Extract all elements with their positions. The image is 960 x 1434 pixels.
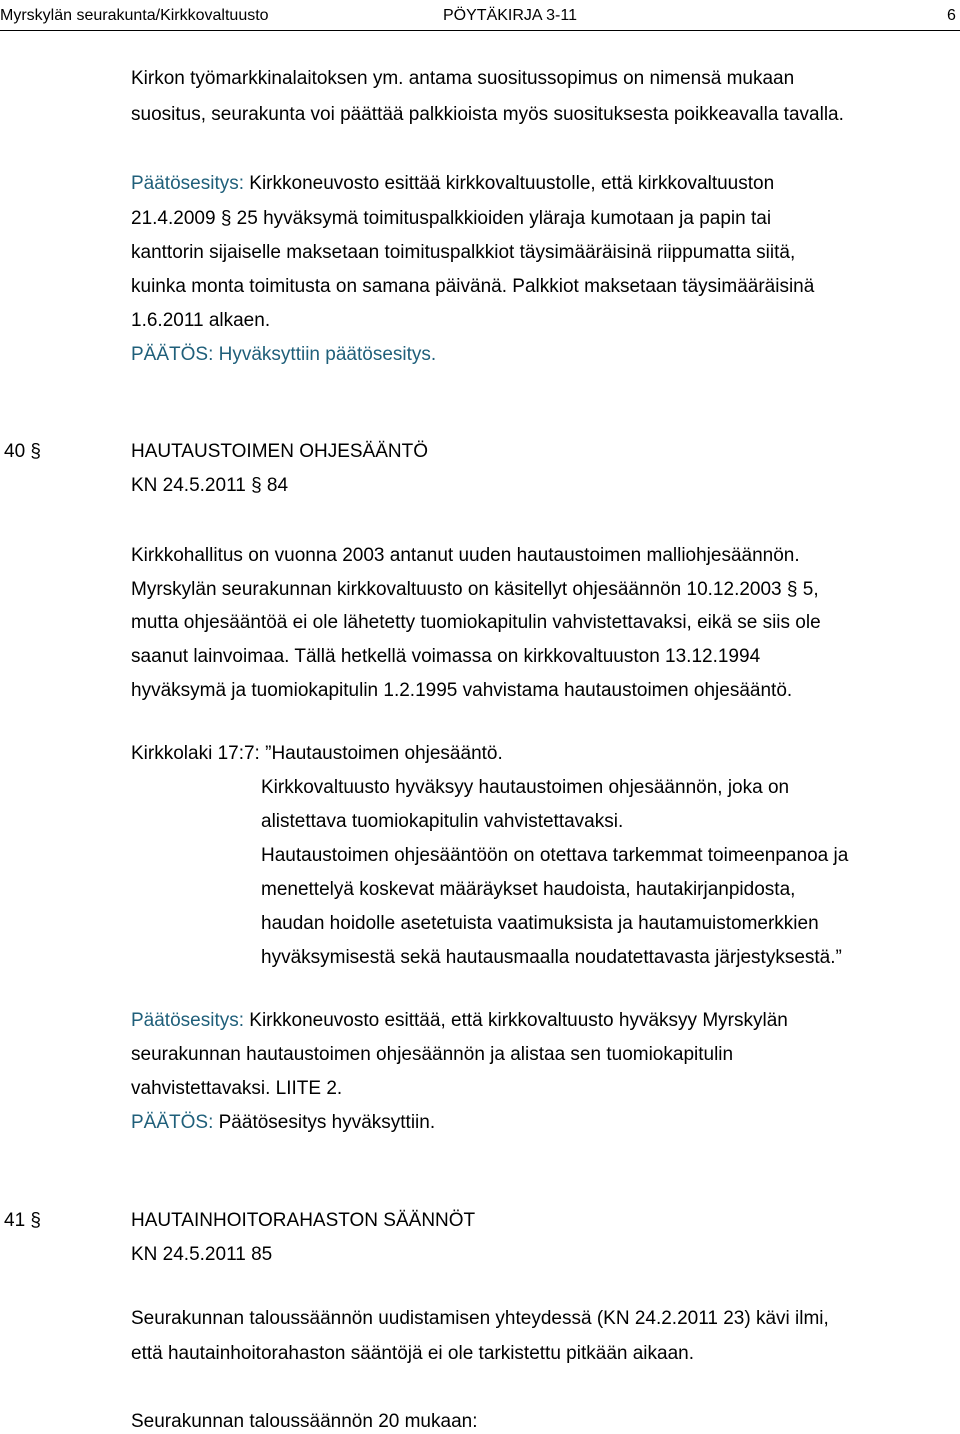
decision-text: Päätösesitys hyväksyttiin. [213,1112,436,1133]
proposal-label: Päätösesitys: [131,173,244,194]
header-organization: Myrskylän seurakunta/Kirkkovaltuusto [0,7,269,24]
header-divider [0,30,960,31]
quote-line: Kirkkovaltuusto hyväksyy hautaustoimen ohjesäännön, joka on [261,777,790,798]
decision-text: Hyväksyttiin päätösesitys. [213,344,437,365]
section-title: HAUTAINHOITORAHASTON SÄÄNNÖT [131,1210,476,1231]
body-text: Myrskylän seurakunnan kirkkovaltuusto on käsitellyt ohjesäännön 10.12.2003 [131,579,787,600]
decision-line [131,1111,435,1135]
reference-number: 84 [261,475,289,496]
law-citation: Kirkkolaki 17:7: ”Hautaustoimen ohjesääntö. [131,743,503,764]
quote-line: hyväksymisestä sekä hautausmaalla noudatettavasta järjestyksestä.” [261,947,842,968]
body-line: vahvistettavaksi. LIITE 2. [131,1078,343,1099]
reference-text: KN 24.5.2011 [131,475,252,496]
body-line: saanut lainvoimaa. Tällä hetkellä voimassa on kirkkovaltuuston 13.12.1994 [131,646,761,667]
decision-line [131,343,436,367]
quote-line: Hautaustoimen ohjesääntöön on otettava tarkemmat toimeenpanoa ja [261,845,849,866]
body-line: Seurakunnan taloussäännön 20 mukaan: [131,1411,478,1432]
body-line: Seurakunnan taloussäännön uudistamisen yhteydessä (KN 24.2.2011 23) kävi ilmi, [131,1308,829,1329]
decision-label: PÄÄTÖS: [131,1112,214,1133]
section-sign-icon: § [30,441,41,462]
body-line: seurakunnan hautaustoimen ohjesäännön ja alistaa sen tuomiokapitulin [131,1044,734,1065]
section-sign-icon: § [786,579,798,600]
body-text: 5, [797,579,819,600]
section-sign-icon: § [251,475,262,496]
section-heading-41 [4,1209,41,1233]
body-line: hyväksymä ja tuomiokapitulin 1.2.1995 vahvistama hautaustoimen ohjesääntö. [131,680,793,701]
section-reference: KN 24.5.2011 85 [131,1244,273,1265]
body-text: 25 hyväksymä toimituspalkkioiden yläraja kumotaan ja papin tai [231,208,772,229]
body-line: suositus, seurakunta voi päättää palkkioista myös suosituksesta poikkeavalla tavalla. [131,104,844,125]
section-sign-icon: § [30,1210,41,1231]
body-line: mutta ohjesääntöä ei ole lähetetty tuomiokapitulin vahvistettavaksi, eikä se siis ole [131,612,821,633]
section-reference [131,474,288,498]
header-page-number: 6 [947,7,956,24]
quote-line: haudan hoidolle asetetuista vaatimuksista ja hautamuistomerkkien [261,913,819,934]
proposal-line [131,172,774,196]
header-document-title: PÖYTÄKIRJA 3-11 [443,7,577,24]
date-ref: 21.4.2009 [131,208,221,229]
body-line: Kirkkohallitus on vuonna 2003 antanut uuden hautaustoimen malliohjesäännön. [131,545,800,566]
body-line: että hautainhoitorahaston sääntöjä ei ole tarkistettu pitkään aikaan. [131,1343,694,1364]
body-line [131,578,819,602]
section-heading-40 [4,440,41,464]
proposal-text: Kirkkoneuvosto esittää kirkkovaltuustolle, että kirkkovaltuuston [244,173,775,194]
body-line: kuinka monta toimitusta on samana päivänä. Palkkiot maksetaan täysimääräisinä [131,276,815,297]
section-title: HAUTAUSTOIMEN OHJESÄÄNTÖ [131,441,428,462]
section-number: 40 [4,441,31,462]
proposal-line [131,1009,788,1033]
proposal-label: Päätösesitys: [131,1010,244,1031]
body-line: kanttorin sijaiselle maksetaan toimituspalkkiot täysimääräisinä riippumatta siitä, [131,242,796,263]
proposal-text: Kirkkoneuvosto esittää, että kirkkovaltuusto hyväksyy Myrskylän [244,1010,788,1031]
quote-line: menettelyä koskevat määräykset haudoista, hautakirjanpidosta, [261,879,796,900]
section-number: 41 [4,1210,31,1231]
body-line: Kirkon työmarkkinalaitoksen ym. antama suositussopimus on nimensä mukaan [131,68,795,89]
decision-label: PÄÄTÖS: [131,344,214,365]
body-line: 1.6.2011 alkaen. [131,310,271,331]
quote-line: alistettava tuomiokapitulin vahvistettavaksi. [261,811,624,832]
body-line [131,207,771,231]
section-sign-icon: § [220,208,232,229]
